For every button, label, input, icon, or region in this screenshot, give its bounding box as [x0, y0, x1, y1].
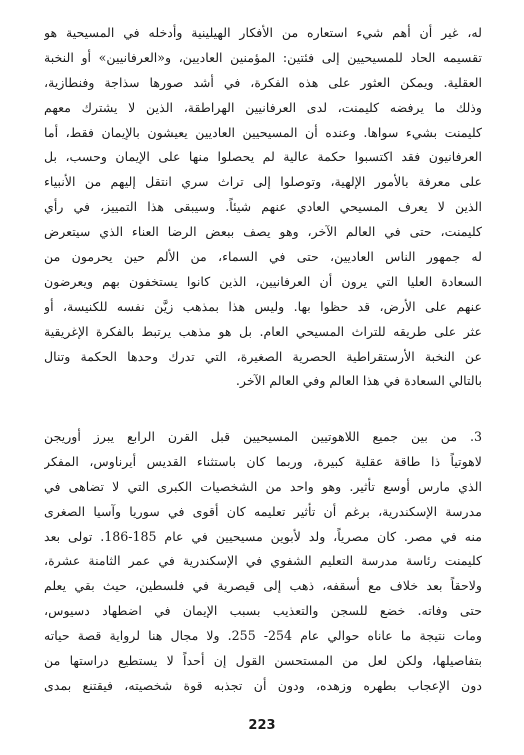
text-line: عن النخبة الأرستقراطية الحصرية الصغيرة، التي تدرك وحدها الحكمة وتنال — [44, 348, 482, 364]
text-line: له، غير أن أهم شيء استعاره من الأفكار الهيلينية وأدخله في المسيحية هو — [44, 25, 482, 40]
text-line: منه في مصر. كان مصرياً، ولد لأبوين مسيحيين في عام 185-186. تولى بعد — [44, 528, 482, 544]
paragraph-2 — [44, 425, 482, 699]
page-number: 223 — [248, 718, 276, 733]
text-line: وذلك ما يرفضه كليمنت، لدى العرفانيين الهراطقة، الذين لا يشترك معهم — [44, 99, 482, 115]
text-line: عنهم على الأرض، قد حظوا بها. وليس هذا بمذهب زيَّن نفسه للكنيسة، أو — [44, 298, 482, 314]
text-line: العرفانيون فقد اكتسبوا حكمة عالية لم يحصلوا منها على الإيمان وحسب، بل — [44, 149, 482, 165]
text-line: حتى وفاته. خضع للسجن والتعذيب بسبب الإيمان في اضطهاد دسيوس، — [44, 603, 482, 619]
text-line: مدرسة الإسكندرية، برغم أن تأثير تعليمه كان أقوى في سوريا وآسيا الصغرى — [44, 503, 482, 519]
text-line: السعادة العليا التي يرون أن العرفانيين، الذين كانوا يستخفون بهم ويعرضون — [44, 273, 482, 289]
text-line: كليمنت بشيء سواها. وعنده أن المسيحيين العاديين يعيشون بالإيمان فقط، أما — [44, 124, 482, 140]
text-line: ولاحقاً بعد خلاف مع أسقفه، ذهب إلى قيصرية في فلسطين، حيث بقي يعلم — [44, 578, 482, 594]
text-line: كليمنت، حتى في العالم الآخر، وهو يصف ببعض الرضا العناء الذي سيتعرض — [44, 224, 482, 240]
text-line: تقسيمه الحاد للمسيحيين إلى فئتين: المؤمنين العاديين، و«العرفانيين» أو النخبة — [44, 49, 482, 65]
text-line: على معرفة بالأمور الإلهية، وتوصلوا إلى تراث سري انتقل إليهم من الأنبياء — [44, 174, 482, 190]
paragraph-1 — [44, 21, 482, 394]
text-line: العقلية. ويمكن العثور على هذه الفكرة، في أشد صورها سذاجة وفنطازية، — [44, 74, 482, 90]
text-line: الذين لا يعرف المسيحي العادي عنهم شيئاً. وسيبقى هذا التمييز، في رأي — [44, 199, 482, 215]
text-line: بالتالي السعادة في هذا العالم وفي العالم الآخر. — [235, 373, 482, 389]
text-line: 3. من بين جميع اللاهوتيين المسيحيين قبل القرن الرابع يبرز أوريجن — [44, 429, 482, 444]
text-line: ومات نتيجة ما عاناه حوالي عام 254- 255. ولا مجال هنا لرواية قصة حياته — [44, 628, 482, 644]
text-line: كليمنت رئاسة مدرسة التعليم الشفوي في الإسكندرية في عمر الثامنة عشرة، — [44, 553, 482, 569]
text-line: عثر على طريقه للتراث المسيحي العام. بل هو مذهب يرتبط بالفكرة الإغريقية — [44, 323, 482, 339]
text-line: لاهوتياً ذا طاقة عقلية كبيرة، وربما كان باستثناء القديس أيرناوس، المفكر — [44, 453, 482, 469]
text-line: دون الإعجاب بطهره وزهده، ودون أن تجذبه قوة شخصيته، فيقتنع بمدى — [44, 677, 482, 693]
text-line: بتفاصيلها، ولكن لعل من المستحسن القول إن أحداً لا يستطيع دراستها من — [44, 653, 482, 669]
text-line: الذي مارس أوسع تأثير. وهو واحد من الشخصيات الكبرى التي لا تضاهى في — [44, 478, 482, 494]
text-line: له جمهور الناس العاديين، حتى في السماء، من الألم حين يحرمون من — [44, 249, 482, 265]
